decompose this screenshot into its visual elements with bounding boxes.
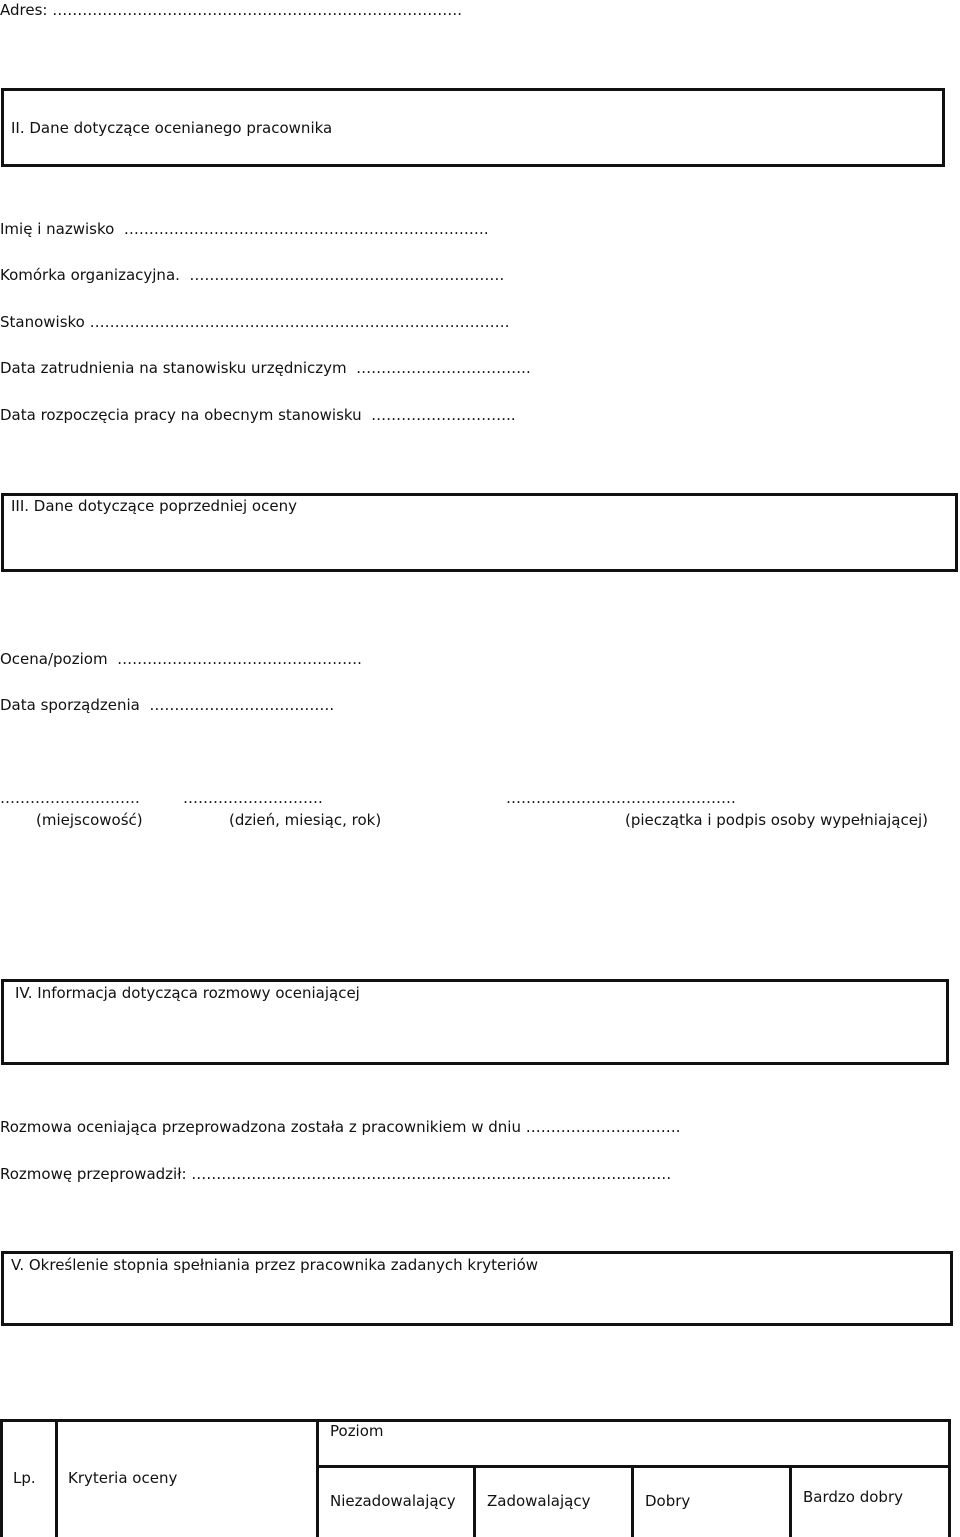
section-4-header-box xyxy=(1,979,949,1065)
table-header-lp: Lp. xyxy=(13,1469,36,1487)
section-5-title: V. Określenie stopnia spełniania przez pracownika zadanych kryteriów xyxy=(11,1256,539,1274)
field-previous-grade: Ocena/poziom …………………………………………. xyxy=(0,650,362,668)
field-employment-date: Data zatrudnienia na stanowisku urzędniczym …………………………….. xyxy=(0,359,531,377)
table-header-level-very-good: Bardzo dobry xyxy=(803,1488,903,1506)
section-2-title: II. Dane dotyczące ocenianego pracownika xyxy=(11,119,333,137)
field-current-position-start-date: Data rozpoczęcia pracy na obecnym stanowisku ……………………….. xyxy=(0,406,516,424)
field-previous-date: Data sporządzenia ………………………………. xyxy=(0,696,335,714)
field-interviewer: Rozmowę przeprowadził: …………………………………………………………………………………… xyxy=(0,1165,672,1183)
field-position: Stanowisko ………………………………………………………………………… xyxy=(0,313,510,331)
field-interview-date: Rozmowa oceniająca przeprowadzona została z pracownikiem w dniu …………………………. xyxy=(0,1118,681,1136)
signature-label-date: (dzień, miesiąc, rok) xyxy=(229,811,382,829)
address-line: Adres: ………………………………………………………………………. xyxy=(0,1,462,19)
table-header-level-satisfactory: Zadowalający xyxy=(487,1492,591,1510)
table-header-level-good: Dobry xyxy=(645,1492,691,1510)
section-4-title: IV. Informacja dotycząca rozmowy oceniającej xyxy=(15,984,360,1002)
signature-label-stamp: (pieczątka i podpis osoby wypełniającej) xyxy=(625,811,928,829)
signature-label-place: (miejscowość) xyxy=(36,811,143,829)
field-full-name: Imię i nazwisko ………………………………………………………………. xyxy=(0,220,489,238)
signature-dots-place: ………………………. xyxy=(0,789,140,807)
section-2-header-box xyxy=(1,88,945,167)
table-header-level: Poziom xyxy=(330,1422,384,1440)
section-3-header-box xyxy=(1,493,958,572)
signature-dots-date: ………………………. xyxy=(183,789,323,807)
criteria-table xyxy=(0,1419,951,1537)
table-header-level-unsatisfactory: Niezadowalający xyxy=(330,1492,456,1510)
signature-dots-stamp: ………………………………………. xyxy=(506,789,736,807)
table-header-criteria: Kryteria oceny xyxy=(68,1469,178,1487)
section-5-header-box xyxy=(1,1251,953,1326)
section-3-title: III. Dane dotyczące poprzedniej oceny xyxy=(11,497,297,515)
field-department: Komórka organizacyjna. ……………………………………………………… xyxy=(0,266,505,284)
